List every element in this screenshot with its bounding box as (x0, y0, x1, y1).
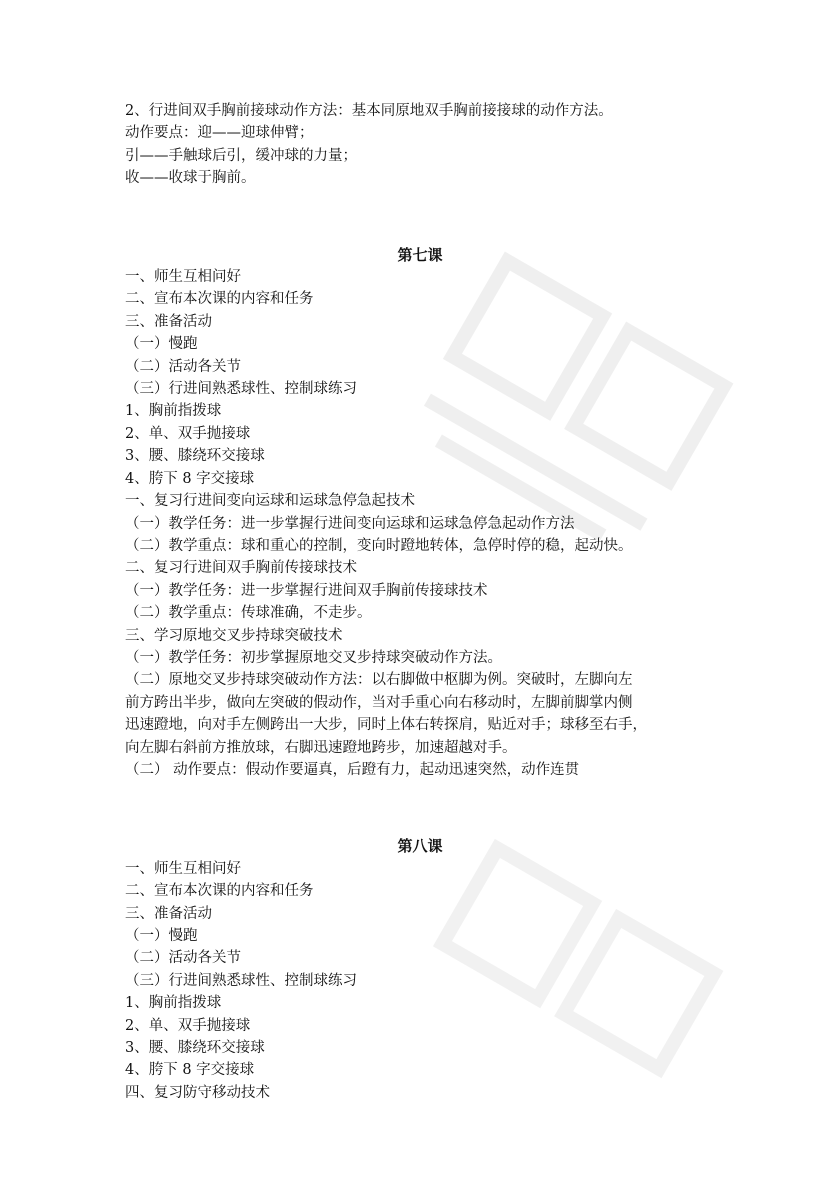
text-line: 二、宣布本次课的内容和任务 (125, 291, 314, 308)
lesson-7-title: 第七课 (397, 245, 443, 264)
text-line: 一、复习行进间变向运球和运球急停急起技术 (125, 493, 415, 510)
text-line: 3、腰、膝绕环交接球 (125, 448, 265, 465)
text-line: （三）行进间熟悉球性、控制球练习 (125, 972, 357, 989)
text-line: 2、单、双手抛接球 (125, 425, 251, 442)
text-line: 1、胸前指拨球 (125, 995, 222, 1012)
text-line: （一）慢跑 (125, 928, 198, 944)
text-line: 收——收球于胸前。 (125, 170, 256, 187)
text-line: （一）教学任务：初步掌握原地交叉步持球突破动作方法。 (125, 649, 502, 666)
text-line: 2、行进间双手胸前接球动作方法：基本同原地双手胸前接接球的动作方法。 (125, 103, 613, 119)
text-line: （一）慢跑 (125, 336, 198, 353)
text-line: （二）教学重点：球和重心的控制，变向时蹬地转体，急停时停的稳，起动快。 (125, 537, 633, 554)
text-line: 二、宣布本次课的内容和任务 (125, 883, 314, 900)
text-line: 一、师生互相问好 (125, 860, 241, 877)
lesson-8-section (125, 835, 715, 1104)
text-line: 4、胯下 8 字交接球 (125, 1062, 255, 1079)
text-line: 二、复习行进间双手胸前传接球技术 (125, 560, 357, 577)
text-line: （二）活动各关节 (125, 950, 241, 967)
lesson-8-title: 第八课 (397, 837, 443, 856)
text-line: 动作要点：迎——迎球伸臂； (125, 125, 314, 142)
lesson-7-section (125, 244, 715, 782)
text-line: 三、学习原地交叉步持球突破技术 (125, 627, 343, 644)
text-line: 引——手触球后引，缓冲球的力量； (125, 147, 357, 164)
paragraph-line: 前方跨出半步，做向左突破的假动作，当对手重心向右移动时，左脚前脚掌内侧 (125, 694, 633, 711)
text-line: 三、准备活动 (125, 313, 212, 330)
text-line: 三、准备活动 (125, 905, 212, 922)
document-body (125, 100, 715, 1104)
text-line: （一）教学任务：进一步掌握行进间双手胸前传接球技术 (125, 582, 488, 599)
text-line: 一、师生互相问好 (125, 269, 241, 286)
text-line: （二）活动各关节 (125, 358, 241, 375)
paragraph-line: 向左脚右斜前方推放球，右脚迅速蹬地跨步，加速超越对手。 (125, 739, 517, 756)
paragraph-line: 迅速蹬地，向对手左侧跨出一大步，同时上体右转探肩，贴近对手；球移至右手， (125, 717, 647, 734)
section-top (125, 100, 715, 190)
text-line: （三）行进间熟悉球性、控制球练习 (125, 381, 357, 398)
text-line: （二）教学重点：传球准确，不走步。 (125, 605, 372, 622)
text-line: 2、单、双手抛接球 (125, 1017, 251, 1034)
text-line: （二） 动作要点：假动作要逼真，后蹬有力，起动迅速突然，动作连贯 (125, 761, 580, 778)
text-line: 四、复习防守移动技术 (125, 1084, 270, 1101)
text-line: 3、腰、膝绕环交接球 (125, 1040, 265, 1057)
text-line: 4、胯下 8 字交接球 (125, 470, 255, 487)
paragraph-line: （二）原地交叉步持球突破动作方法：以右脚做中枢脚为例。突破时，左脚向左 (125, 672, 633, 689)
text-line: （一）教学任务：进一步掌握行进间变向运球和运球急停急起动作方法 (125, 515, 575, 532)
text-line: 1、胸前指拨球 (125, 403, 222, 420)
